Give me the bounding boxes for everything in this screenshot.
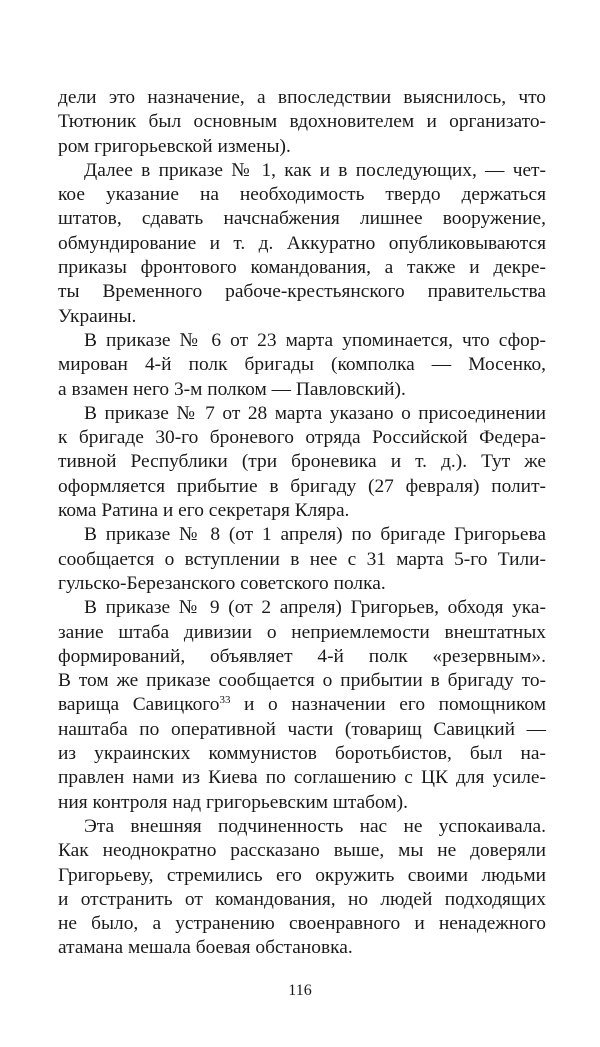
text-fragment: варища Савицкого <box>58 694 220 716</box>
paragraph <box>58 523 546 596</box>
text-line: зание штаба дивизии о неприемлемости внештатных <box>58 621 546 643</box>
paragraph <box>58 815 546 961</box>
text-line: Как неоднократно рассказано выше, мы не доверяли <box>58 840 546 862</box>
text-line: В приказе № 9 (от 2 апреля) Григорьев, обходя ука- <box>84 597 546 619</box>
text-line: обмундирование и т. д. Аккуратно опубликовываются <box>58 232 546 254</box>
text-line: наштаба по оперативной части (товарищ Савицкий — <box>58 718 546 740</box>
text-line <box>58 693 546 717</box>
text-line: Далее в приказе № 1, как и в последующих, — чет- <box>84 159 546 181</box>
text-line: кома Ратина и его секретаря Кляра. <box>58 500 350 522</box>
text-line: из украинских коммунистов боротьбистов, был на- <box>58 743 546 765</box>
text-line: атамана мешала боевая обстановка. <box>58 937 353 959</box>
text-line: Эта внешняя подчиненность нас не успокаивала. <box>84 815 546 837</box>
paragraph <box>58 86 546 159</box>
text-line: Тютюник был основным вдохновителем и организато- <box>58 111 546 133</box>
text-line: штатов, сдавать начснабжения лишнее вооружение, <box>58 208 546 230</box>
page-text <box>58 86 546 961</box>
text-line: Украины. <box>58 305 137 327</box>
footnote-marker: 33 <box>219 694 231 707</box>
text-line: дели это назначение, а впоследствии выяснилось, что <box>58 87 546 108</box>
text-line: ром григорьевской измены). <box>58 135 291 157</box>
text-line: сообщается о вступлении в нее с 31 марта 5-го Тили- <box>58 548 546 570</box>
text-line: приказы фронтового командования, а также и декре- <box>58 257 546 279</box>
text-line: В приказе № 8 (от 1 апреля) по бригаде Григорьева <box>84 524 546 546</box>
text-line: а взамен него 3-м полком — Павловский). <box>58 378 406 400</box>
text-line: ты Временного рабоче-крестьянского правительства <box>58 281 546 303</box>
text-line: формирований, объявляет 4-й полк «резервным». <box>58 645 546 667</box>
text-line: В том же приказе сообщается о прибытии в бригаду то- <box>58 670 546 692</box>
paragraph <box>58 402 546 523</box>
paragraph <box>58 329 546 402</box>
text-line: гульско-Березанского советского полка. <box>58 572 386 594</box>
text-line: не было, а устранению своенравного и ненадежного <box>58 913 546 935</box>
text-line: В приказе № 7 от 28 марта указано о присоединении <box>84 402 546 424</box>
text-fragment: и о назначении его помощником <box>230 694 547 716</box>
text-line: Григорьеву, стремились его окружить своими людьми <box>58 864 546 886</box>
text-line: мирован 4-й полк бригады (комполка — Мосенко, <box>58 354 546 376</box>
text-line: кое указание на необходимость твердо держаться <box>58 184 546 206</box>
text-line: В приказе № 6 от 23 марта упоминается, что сфор- <box>84 329 546 351</box>
text-line: и отстранить от командования, но людей подходящих <box>58 888 546 910</box>
text-line: тивной Республики (три броневика и т. д.). Тут же <box>58 451 546 473</box>
text-line: оформляется прибытие в бригаду (27 февраля) полит- <box>58 475 546 497</box>
paragraph <box>58 596 546 815</box>
text-line: правлен нами из Киева по соглашению с ЦК для усиле- <box>58 767 546 789</box>
paragraph <box>58 159 546 329</box>
page-number: 116 <box>288 982 312 999</box>
text-line: ния контроля над григорьевским штабом). <box>58 791 408 813</box>
text-line: к бригаде 30-го броневого отряда Российской Федера- <box>58 427 546 449</box>
